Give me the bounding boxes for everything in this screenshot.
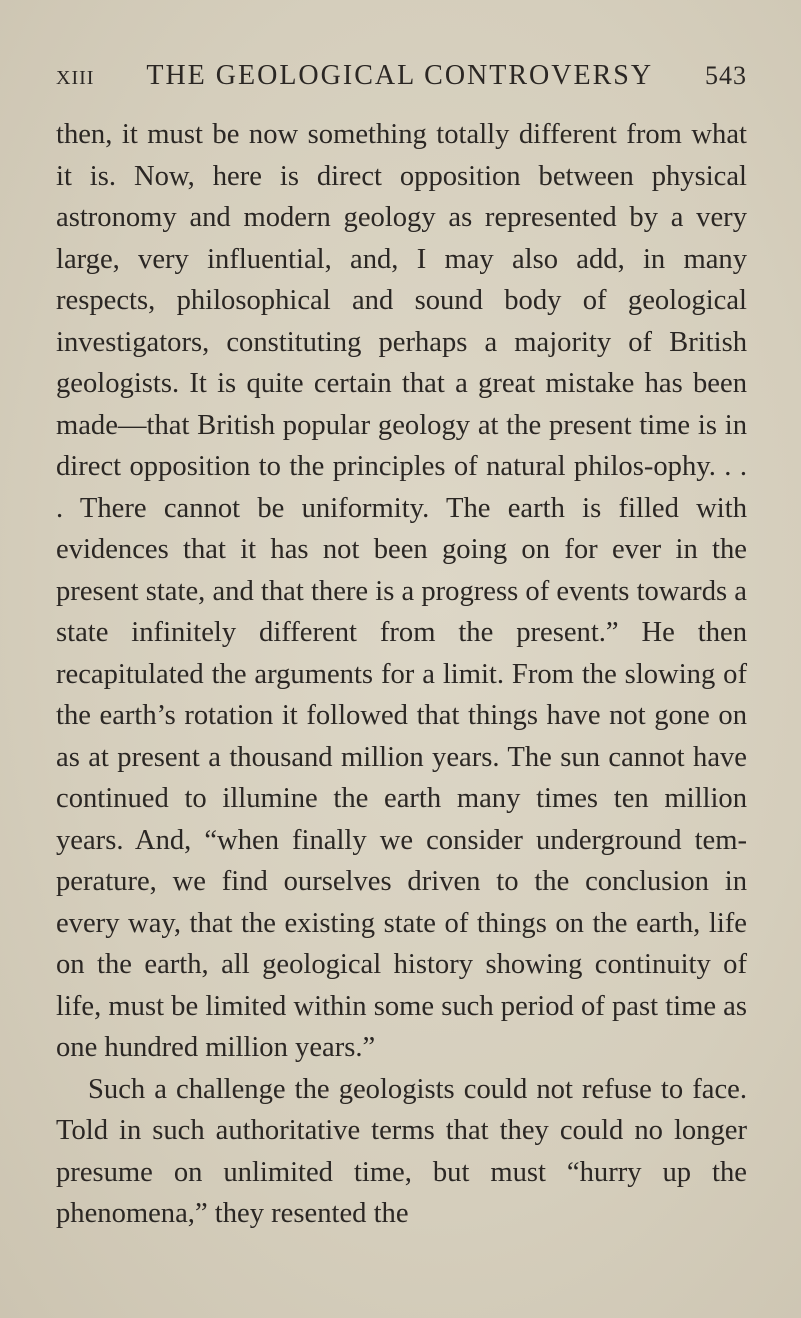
- paragraph: Such a challenge the geologists could not refuse to face. Told in such authoritative terms that they could no longer presume on unlimited time, but must “hurry up the phenomena,” they resented the: [56, 1073, 747, 1229]
- chapter-number: XIII: [56, 67, 95, 89]
- body-text: [56, 114, 747, 1235]
- running-header: [56, 60, 747, 92]
- paragraph: then, it must be now something totally different from what it is. Now, here is direct opposition between physical astronomy and modern geology as represented by a very large, very influential, and, I may also add, in many respects, philosophical and sound body of geological investigators, constituting perhaps a majority of British geologists. It is quite certain that a great mistake has been made—that British popular geology at the present time is in direct opposition to the principles of natural philos-ophy. . . . There cannot be uniformity. The earth is filled with evidences that it has not been going on for ever in the present state, and that there is a progress of events towards a state infinitely different from the present.” He then recapitulated the arguments for a limit. From the slowing of the earth’s rotation it followed that things have not gone on as at present a thousand million years. The sun cannot have continued to illumine the earth many times ten million years. And, “when finally we consider underground tem-perature, we find ourselves driven to the conclusion in every way, that the existing state of things on the earth, life on the earth, all geological history showing continuity of life, must be limited within some such period of past time as one hundred million years.”: [56, 119, 747, 1063]
- page-number: 543: [705, 61, 747, 90]
- running-title: THE GEOLOGICAL CONTROVERSY: [146, 60, 654, 91]
